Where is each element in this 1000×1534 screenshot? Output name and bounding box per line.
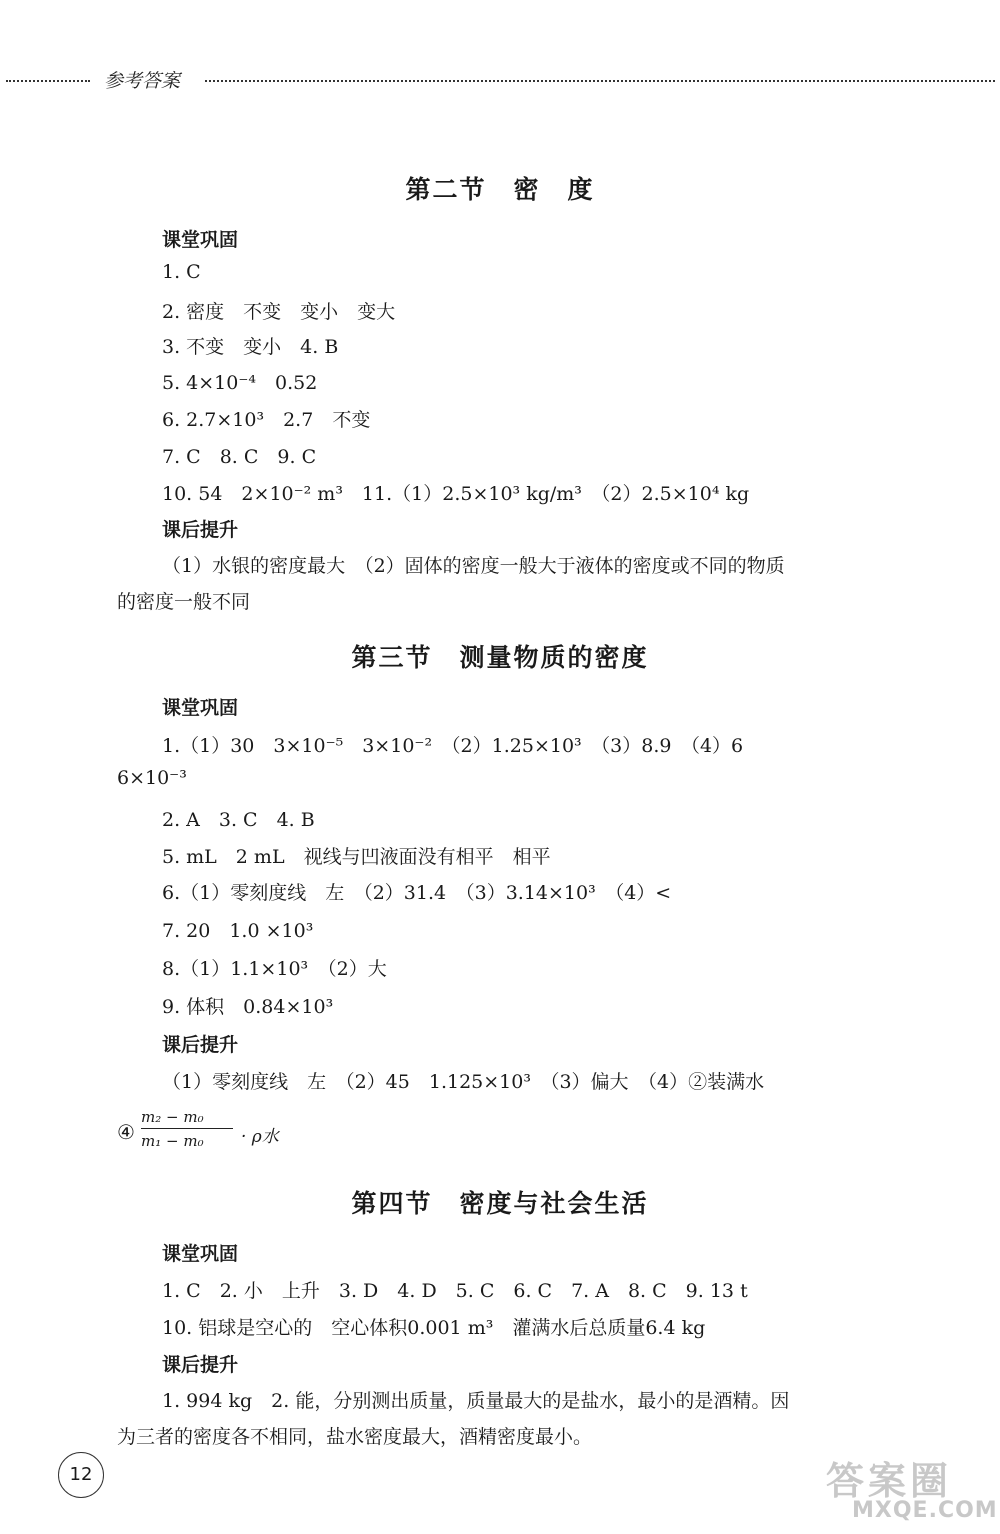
answer-line: 1. 994 kg 2. 能，分别测出质量，质量最大的是盐水，最小的是酒精。因 xyxy=(162,1390,790,1412)
section-3-subheading-practice: 课堂巩固 xyxy=(162,697,239,719)
answer-line: 2. 密度 不变 变小 变大 xyxy=(162,301,396,323)
answer-line: 7. 20 1.0 ×10³ xyxy=(162,920,314,942)
answer-line: 7. C 8. C 9. C xyxy=(162,446,317,468)
answer-line: （1）水银的密度最大 （2）固体的密度一般大于液体的密度或不同的物质 xyxy=(162,555,785,577)
section-4-subheading-practice: 课堂巩固 xyxy=(162,1243,239,1265)
fraction-bar xyxy=(141,1128,233,1129)
answer-line: 1. C xyxy=(162,261,201,283)
section-2-title: 第二节 密 度 xyxy=(405,175,595,204)
answer-line: 6. 2.7×10³ 2.7 不变 xyxy=(162,409,371,431)
watermark-line-2: MXQE.COM xyxy=(852,1498,998,1523)
answer-line: 1. C 2. 小 上升 3. D 4. D 5. C 6. C 7. A 8. C 9. 13 t xyxy=(162,1280,748,1302)
section-2-subheading-practice: 课堂巩固 xyxy=(162,229,239,251)
answer-line: 6.（1）零刻度线 左 （2）31.4 （3）3.14×10³ （4）< xyxy=(162,882,672,904)
section-3-title: 第三节 测量物质的密度 xyxy=(351,643,649,672)
answer-line: 8.（1）1.1×10³ （2）大 xyxy=(162,958,387,980)
watermark-logo xyxy=(816,1450,996,1530)
answer-line: 5. mL 2 mL 视线与凹液面没有相平 相平 xyxy=(162,846,551,868)
formula-water-density: · ρ水 xyxy=(241,1127,279,1147)
page-number-badge: 12 xyxy=(58,1452,104,1498)
formula-step-marker: ④ xyxy=(117,1120,135,1144)
answer-line: （1）零刻度线 左 （2）45 1.125×10³ （3）偏大 （4）②装满水 xyxy=(162,1071,765,1093)
answer-line-continued: 6×10⁻³ xyxy=(117,767,187,789)
answer-line: 1.（1）30 3×10⁻⁵ 3×10⁻² （2）1.25×10³ （3）8.9 （4）6 xyxy=(162,735,744,757)
answer-line: 10. 54 2×10⁻² m³ 11.（1）2.5×10³ kg/m³ （2）2.5×10⁴ kg xyxy=(162,483,750,505)
formula-numerator: m₂ − m₀ xyxy=(141,1108,204,1126)
answer-line: 10. 铝球是空心的 空心体积0.001 m³ 灌满水后总质量6.4 kg xyxy=(162,1317,706,1339)
answer-line-continued: 的密度一般不同 xyxy=(117,591,251,613)
answer-line-continued: 为三者的密度各不相同，盐水密度最大，酒精密度最小。 xyxy=(117,1426,593,1448)
header-dotted-rule-left xyxy=(6,80,90,82)
answer-line: 2. A 3. C 4. B xyxy=(162,809,315,831)
answer-line: 5. 4×10⁻⁴ 0.52 xyxy=(162,372,318,394)
formula-denominator: m₁ − m₀ xyxy=(141,1132,204,1150)
section-4-subheading-extension: 课后提升 xyxy=(162,1354,239,1376)
answer-line: 3. 不变 变小 4. B xyxy=(162,336,339,358)
section-4-title: 第四节 密度与社会生活 xyxy=(351,1189,649,1218)
page-header xyxy=(0,66,1000,96)
answer-line: 9. 体积 0.84×10³ xyxy=(162,996,334,1018)
header-dotted-rule-right xyxy=(205,80,995,82)
density-formula xyxy=(117,1108,317,1158)
section-2-subheading-extension: 课后提升 xyxy=(162,519,239,541)
watermark-line-1: 答案圈 xyxy=(826,1459,953,1503)
header-title: 参考答案 xyxy=(104,70,181,92)
section-3-subheading-extension: 课后提升 xyxy=(162,1034,239,1056)
